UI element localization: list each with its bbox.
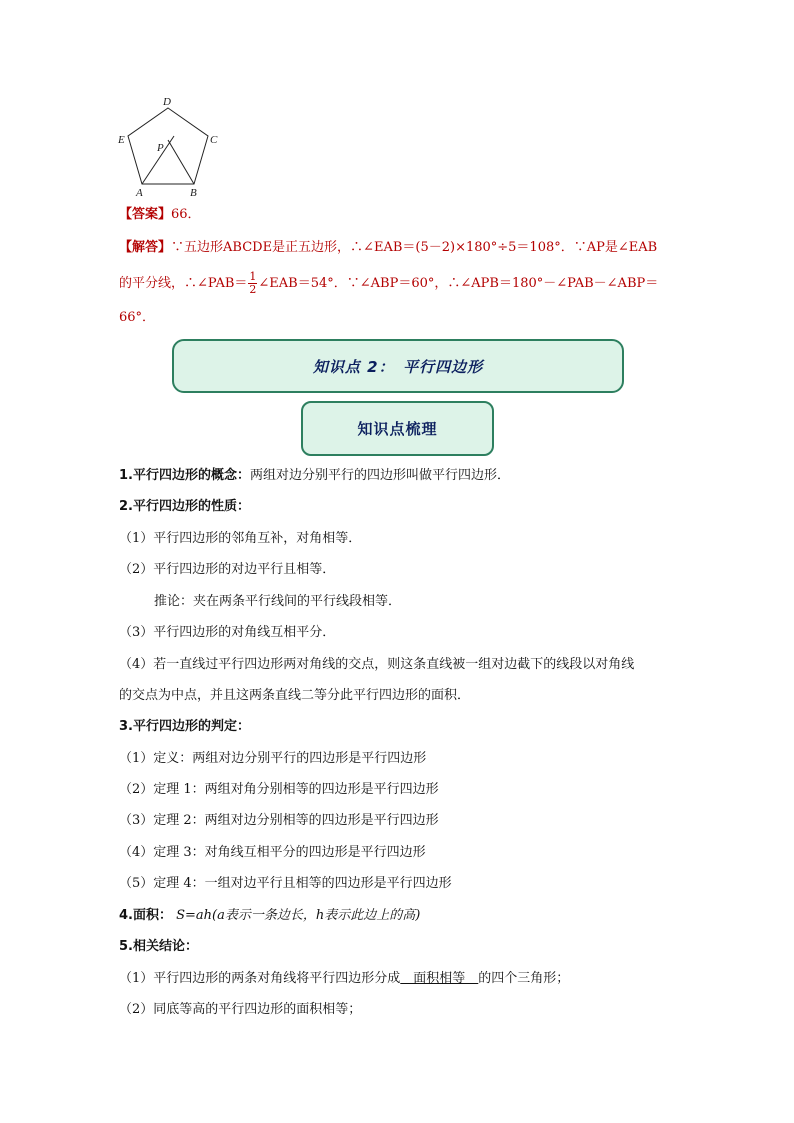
label-d: D: [163, 96, 171, 108]
section-subtitle: 知识点梳理: [357, 420, 438, 438]
conclusion-1-blank: 面积相等: [400, 971, 479, 986]
concept-body: 两组对边分别平行的四边形叫做平行四边形．: [249, 468, 510, 483]
label-c: C: [210, 134, 218, 146]
solution-line-2: [119, 271, 658, 296]
conclusion-item-2: （2）同底等高的平行四边形的面积相等；: [119, 1002, 362, 1017]
area-paragraph: [119, 906, 420, 926]
section-subtitle-box: [301, 401, 494, 456]
solution-label: 【解答】: [119, 240, 172, 255]
criteria-item-3: （3）定理 2：两组对边分别相等的四边形是平行四边形: [119, 813, 439, 828]
solution-line-3: [119, 308, 155, 328]
fraction-one-half: [248, 271, 257, 296]
conclusions-heading: 5.相关结论：: [119, 939, 198, 954]
fraction-denominator: 2: [249, 283, 257, 296]
conclusion-item-1: [119, 969, 569, 989]
criteria-item-2: （2）定理 1：两组对角分别相等的四边形是平行四边形: [119, 782, 439, 797]
property-item-4-cont: 的交点为中点，并且这两条直线二等分此平行四边形的面积．: [119, 688, 471, 703]
section-title: 知识点 2： 平行四边形: [312, 357, 484, 376]
concept-heading: 1.平行四边形的概念：: [119, 468, 250, 483]
segment-bp: [168, 140, 194, 184]
answer-value: 66．: [171, 207, 201, 222]
pentagon-shape: [128, 108, 208, 184]
criteria-item-4: （4）定理 3：对角线互相平分的四边形是平行四边形: [119, 845, 426, 860]
answer-line: [119, 205, 201, 225]
solution-text-1: ∵五边形ABCDE是正五边形，∴∠EAB＝(5－2)×180°÷5＝108°．∵AP是∠EAB: [171, 240, 658, 255]
fraction-numerator: 1: [249, 270, 257, 283]
section-title-box: [172, 339, 624, 393]
solution-text-3: 66°．: [119, 310, 156, 325]
label-e: E: [118, 134, 125, 146]
solution-text-2a: 的平分线，∴∠PAB＝: [119, 276, 248, 291]
label-a: A: [136, 187, 143, 199]
property-item-1: （1）平行四边形的邻角互补，对角相等．: [119, 531, 362, 546]
conclusion-1-start: （1）平行四边形的两条对角线将平行四边形分成: [119, 971, 401, 986]
area-body: S=ah(a表示一条边长，h表示此边上的高): [176, 908, 421, 923]
property-corollary: 推论：夹在两条平行线间的平行线段相等．: [154, 594, 402, 609]
properties-heading: 2.平行四边形的性质：: [119, 499, 250, 514]
criteria-item-5: （5）定理 4：一组对边平行且相等的四边形是平行四边形: [119, 876, 452, 891]
property-item-4: （4）若一直线过平行四边形两对角线的交点，则这条直线被一组对边截下的线段以对角线: [119, 657, 635, 672]
answer-label: 【答案】: [119, 207, 172, 222]
solution-line-1: [119, 238, 657, 258]
concept-paragraph: [119, 466, 510, 486]
property-item-2: （2）平行四边形的对边平行且相等．: [119, 562, 336, 577]
area-heading: 4.面积：: [119, 908, 172, 923]
property-item-3: （3）平行四边形的对角线互相平分．: [119, 625, 336, 640]
criteria-item-1: （1）定义：两组对边分别平行的四边形是平行四边形: [119, 751, 427, 766]
conclusion-1-end: 的四个三角形；: [478, 971, 570, 986]
label-b: B: [190, 187, 197, 199]
pentagon-figure: [114, 94, 224, 202]
criteria-heading: 3.平行四边形的判定：: [119, 719, 250, 734]
solution-text-2b: ∠EAB＝54°．∵∠ABP＝60°，∴∠APB＝180°－∠PAB－∠ABP＝: [258, 276, 659, 291]
label-p: P: [157, 142, 164, 154]
